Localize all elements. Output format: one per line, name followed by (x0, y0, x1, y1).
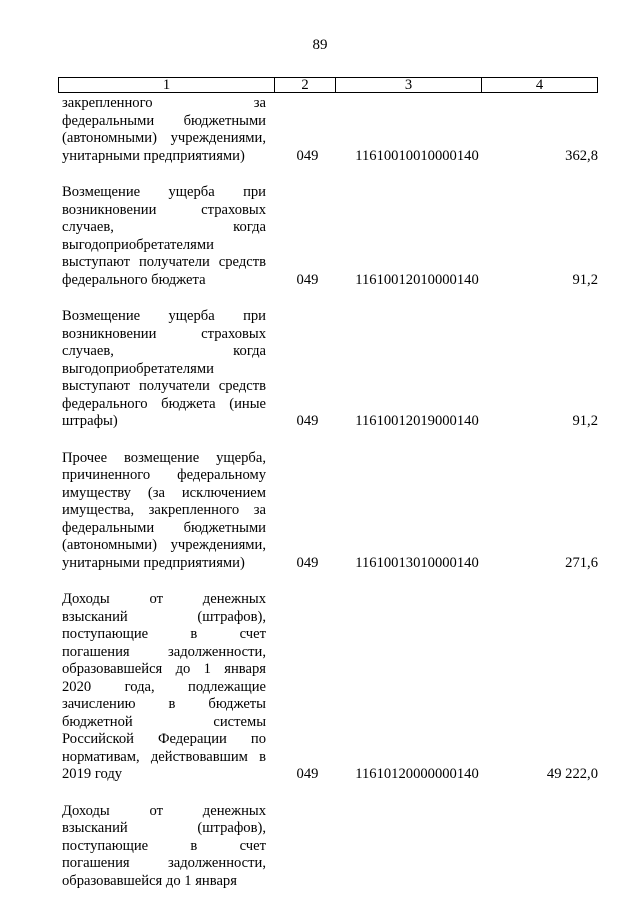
table-row (62, 450, 598, 573)
description-line: федеральными бюджетными (62, 519, 266, 536)
row-description (62, 450, 266, 573)
admin-code-cell: 049 (296, 766, 319, 782)
description-line: Возмещение ущерба при (62, 308, 266, 324)
description-line: Доходы от денежных (62, 591, 266, 607)
table-row (62, 95, 598, 165)
row-description (62, 308, 266, 431)
row-description (62, 95, 266, 165)
description-line: образовавшейся до 1 января (62, 872, 237, 889)
admin-code-cell: 049 (296, 554, 319, 571)
description-line: имущества, закрепленного за (62, 502, 266, 518)
budget-code-cell: 11610012019000140 (355, 413, 479, 429)
description-line: федерального бюджета (иные (62, 395, 266, 412)
description-line: погашения задолженности, (62, 643, 266, 660)
admin-code-cell: 049 (296, 147, 319, 164)
description-line: имуществу (за исключением (62, 484, 266, 501)
description-line: зачислению в бюджеты (62, 696, 266, 712)
budget-code-cell: 11610120000000140 (355, 766, 479, 782)
header-cell-4: 4 (535, 77, 544, 93)
description-line: поступающие в счет (62, 837, 266, 854)
description-line: выгодоприобретателями (62, 360, 214, 377)
amount-cell: 91,2 (572, 271, 598, 288)
row-description (62, 184, 266, 289)
budget-code-cell: 11610012010000140 (355, 271, 479, 288)
description-line: причиненного федеральному (62, 467, 266, 483)
description-line: Прочее возмещение ущерба, (62, 449, 266, 466)
table-row (62, 308, 598, 431)
admin-code-cell: 049 (296, 413, 319, 429)
header-cell-3: 3 (336, 78, 482, 92)
description-line: (автономными) учреждениями, (62, 537, 266, 553)
description-line: закрепленного за (62, 95, 266, 111)
budget-code-cell: 11610010010000140 (355, 147, 479, 164)
table-row (62, 184, 598, 289)
header-cell-2: 2 (275, 78, 336, 92)
description-line: 2019 году (62, 766, 123, 782)
description-line: 2020 года, подлежащие (62, 678, 266, 695)
description-line: унитарными предприятиями) (62, 554, 245, 571)
header-cell-1: 1 (59, 78, 275, 92)
description-line: возникновении страховых (62, 325, 266, 342)
description-line: случаев, когда (62, 343, 266, 359)
row-description (62, 803, 266, 891)
row-description (62, 591, 266, 784)
description-line: выгодоприобретателями (62, 236, 214, 253)
description-line: нормативам, действовавшим в (62, 748, 266, 765)
description-line: поступающие в счет (62, 626, 266, 642)
description-line: выступают получатели средств (62, 378, 266, 394)
description-line: выступают получатели средств (62, 254, 266, 270)
page-number: 89 (312, 37, 328, 53)
amount-cell: 362,8 (565, 147, 598, 164)
description-line: штрафы) (62, 413, 118, 429)
table-body (62, 95, 598, 909)
description-line: федерального бюджета (62, 271, 206, 288)
description-line: (автономными) учреждениями, (62, 130, 266, 146)
table-row (62, 591, 598, 784)
description-line: случаев, когда (62, 219, 266, 235)
description-line: образовавшейся до 1 января (62, 661, 266, 677)
description-line: федеральными бюджетными (62, 112, 266, 129)
description-line: Доходы от денежных (62, 802, 266, 819)
description-line: взысканий (штрафов), (62, 608, 266, 625)
description-line: унитарными предприятиями) (62, 147, 245, 164)
amount-cell: 49 222,0 (546, 766, 598, 782)
description-line: возникновении страховых (62, 201, 266, 218)
table-header-row (58, 77, 598, 93)
description-line: Возмещение ущерба при (62, 184, 266, 200)
description-line: Российской Федерации по (62, 731, 266, 747)
description-line: бюджетной системы (62, 713, 266, 730)
table-row (62, 803, 598, 891)
budget-code-cell: 11610013010000140 (355, 554, 479, 571)
amount-cell: 271,6 (565, 554, 598, 571)
description-line: взысканий (штрафов), (62, 820, 266, 836)
description-line: погашения задолженности, (62, 855, 266, 871)
admin-code-cell: 049 (296, 271, 319, 288)
amount-cell: 91,2 (572, 413, 598, 429)
